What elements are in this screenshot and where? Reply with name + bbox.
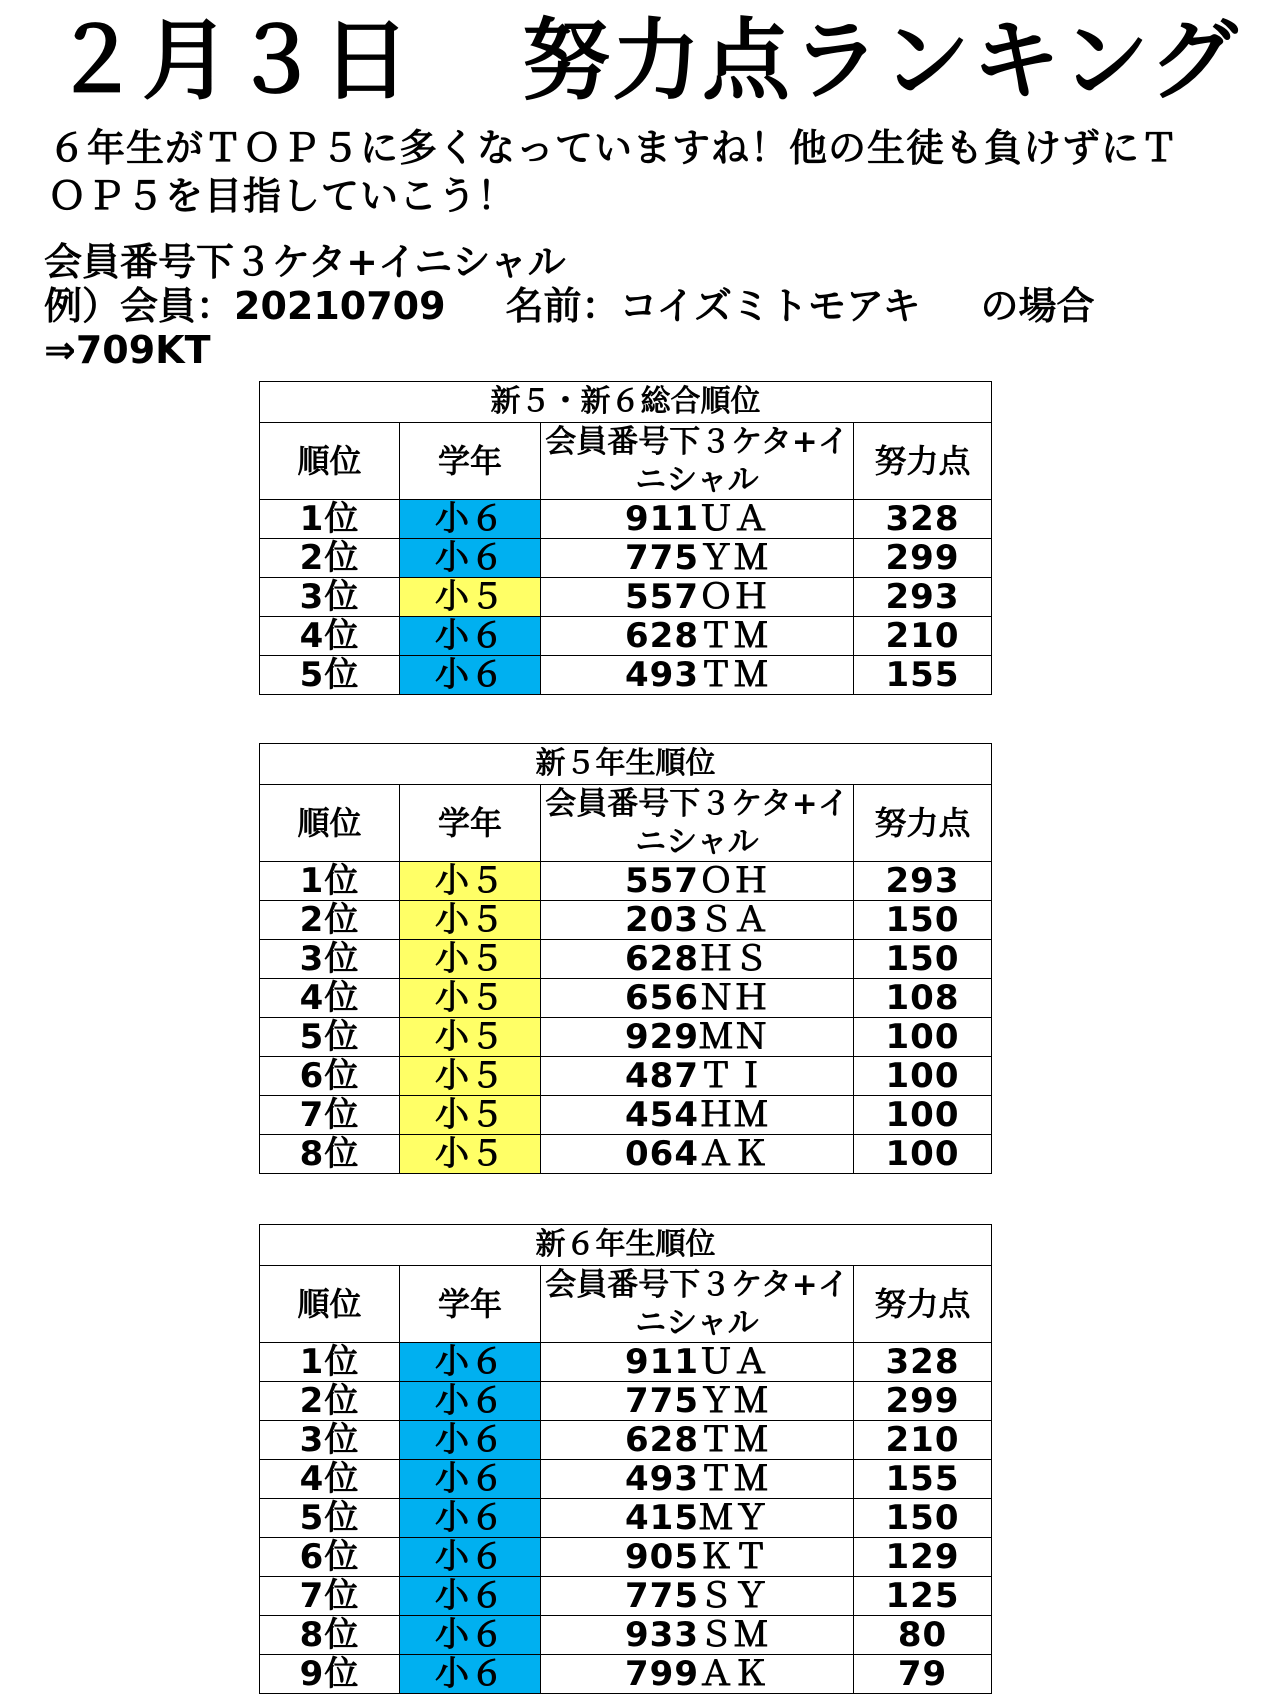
- points-cell: 150: [854, 901, 992, 940]
- table-row: [260, 1538, 992, 1577]
- grade-cell: 小５: [400, 1057, 541, 1096]
- grade-cell: 小６: [400, 539, 541, 578]
- member-id-cell: 454ＨＭ: [541, 1096, 854, 1135]
- table-row: [260, 1135, 992, 1174]
- points-cell: 100: [854, 1057, 992, 1096]
- grade-cell: 小５: [400, 1096, 541, 1135]
- points-cell: 210: [854, 1421, 992, 1460]
- ranking-table-overall: [259, 381, 992, 695]
- grade-cell: 小６: [400, 1382, 541, 1421]
- rank-cell: 5位: [260, 1018, 400, 1057]
- member-id-cell: 775ＳＹ: [541, 1577, 854, 1616]
- rank-cell: 3位: [260, 940, 400, 979]
- table-row: [260, 617, 992, 656]
- header-member-id: 会員番号下３ケタ+イニシャル: [541, 423, 854, 500]
- points-cell: 210: [854, 617, 992, 656]
- table-row: [260, 979, 992, 1018]
- rank-cell: 7位: [260, 1577, 400, 1616]
- member-id-cell: 911ＵＡ: [541, 1343, 854, 1382]
- header-rank: 順位: [260, 423, 400, 500]
- header-member-id: 会員番号下３ケタ+イニシャル: [541, 785, 854, 862]
- points-cell: 155: [854, 1460, 992, 1499]
- table-row: [260, 1616, 992, 1655]
- points-cell: 100: [854, 1135, 992, 1174]
- table-caption: 新５年生順位: [260, 744, 992, 785]
- rank-cell: 9位: [260, 1655, 400, 1694]
- points-cell: 293: [854, 862, 992, 901]
- id-format-note: [44, 240, 1244, 372]
- table-row: [260, 1577, 992, 1616]
- note-example-member: 例）会員：20210709: [44, 284, 446, 328]
- header-grade: 学年: [400, 785, 541, 862]
- rank-cell: 4位: [260, 1460, 400, 1499]
- member-id-cell: 911ＵＡ: [541, 500, 854, 539]
- page-title: [52, 6, 1239, 116]
- points-cell: 293: [854, 578, 992, 617]
- points-cell: 125: [854, 1577, 992, 1616]
- points-cell: 80: [854, 1616, 992, 1655]
- table-row: [260, 1096, 992, 1135]
- grade-cell: 小６: [400, 1343, 541, 1382]
- grade-cell: 小５: [400, 940, 541, 979]
- member-id-cell: 628ＴＭ: [541, 617, 854, 656]
- grade-cell: 小５: [400, 862, 541, 901]
- note-example-case: の場合: [980, 284, 1095, 328]
- member-id-cell: 775ＹＭ: [541, 539, 854, 578]
- rank-cell: 8位: [260, 1616, 400, 1655]
- member-id-cell: 557ＯＨ: [541, 578, 854, 617]
- member-id-cell: 493ＴＭ: [541, 1460, 854, 1499]
- points-cell: 299: [854, 1382, 992, 1421]
- header-member-id: 会員番号下３ケタ+イニシャル: [541, 1266, 854, 1343]
- rank-cell: 6位: [260, 1538, 400, 1577]
- rank-cell: 5位: [260, 656, 400, 695]
- rank-cell: 1位: [260, 862, 400, 901]
- table-caption: 新６年生順位: [260, 1225, 992, 1266]
- grade-cell: 小５: [400, 578, 541, 617]
- rank-cell: 1位: [260, 1343, 400, 1382]
- grade-cell: 小６: [400, 1577, 541, 1616]
- points-cell: 155: [854, 656, 992, 695]
- grade-cell: 小６: [400, 1421, 541, 1460]
- grade-cell: 小６: [400, 1499, 541, 1538]
- grade-cell: 小６: [400, 500, 541, 539]
- table-row: [260, 940, 992, 979]
- rank-cell: 2位: [260, 539, 400, 578]
- grade-cell: 小５: [400, 979, 541, 1018]
- points-cell: 150: [854, 1499, 992, 1538]
- table-row: [260, 1057, 992, 1096]
- table-row: [260, 578, 992, 617]
- member-id-cell: 487ＴＩ: [541, 1057, 854, 1096]
- rank-cell: 4位: [260, 979, 400, 1018]
- grade-cell: 小６: [400, 1655, 541, 1694]
- grade-cell: 小６: [400, 656, 541, 695]
- table-row: [260, 539, 992, 578]
- rank-cell: 7位: [260, 1096, 400, 1135]
- note-line-example: [44, 284, 1244, 328]
- points-cell: 100: [854, 1018, 992, 1057]
- points-cell: 328: [854, 500, 992, 539]
- grade-cell: 小５: [400, 1135, 541, 1174]
- table-row: [260, 1343, 992, 1382]
- member-id-cell: 064ＡＫ: [541, 1135, 854, 1174]
- table-row: [260, 901, 992, 940]
- rank-cell: 1位: [260, 500, 400, 539]
- member-id-cell: 628ＴＭ: [541, 1421, 854, 1460]
- header-points: 努力点: [854, 423, 992, 500]
- title-date: ２月３日: [52, 9, 413, 112]
- grade-cell: 小６: [400, 1460, 541, 1499]
- member-id-cell: 799ＡＫ: [541, 1655, 854, 1694]
- header-points: 努力点: [854, 785, 992, 862]
- table-row: [260, 1421, 992, 1460]
- points-cell: 108: [854, 979, 992, 1018]
- header-rank: 順位: [260, 1266, 400, 1343]
- rank-cell: 2位: [260, 1382, 400, 1421]
- rank-cell: 6位: [260, 1057, 400, 1096]
- member-id-cell: 775ＹＭ: [541, 1382, 854, 1421]
- header-grade: 学年: [400, 1266, 541, 1343]
- grade-cell: 小６: [400, 617, 541, 656]
- member-id-cell: 628ＨＳ: [541, 940, 854, 979]
- points-cell: 299: [854, 539, 992, 578]
- grade-cell: 小６: [400, 1538, 541, 1577]
- member-id-cell: 203ＳＡ: [541, 901, 854, 940]
- note-line-result: ⇒709KT: [44, 328, 211, 372]
- header-rank: 順位: [260, 785, 400, 862]
- member-id-cell: 933ＳＭ: [541, 1616, 854, 1655]
- rank-cell: 4位: [260, 617, 400, 656]
- points-cell: 100: [854, 1096, 992, 1135]
- rank-cell: 3位: [260, 578, 400, 617]
- rank-cell: 3位: [260, 1421, 400, 1460]
- grade-cell: 小５: [400, 901, 541, 940]
- table-row: [260, 656, 992, 695]
- table-row: [260, 500, 992, 539]
- intro-message: ６年生がＴＯＰ５に多くなっていますね！他の生徒も負けずにＴＯＰ５を目指していこう！: [48, 126, 1180, 218]
- note-line-format: 会員番号下３ケタ+イニシャル: [44, 240, 566, 284]
- points-cell: 328: [854, 1343, 992, 1382]
- points-cell: 150: [854, 940, 992, 979]
- header-grade: 学年: [400, 423, 541, 500]
- table-caption: 新５・新６総合順位: [260, 382, 992, 423]
- rank-cell: 5位: [260, 1499, 400, 1538]
- member-id-cell: 415ＭＹ: [541, 1499, 854, 1538]
- table-row: [260, 1460, 992, 1499]
- member-id-cell: 493ＴＭ: [541, 656, 854, 695]
- points-cell: 129: [854, 1538, 992, 1577]
- rank-cell: 2位: [260, 901, 400, 940]
- member-id-cell: 905ＫＴ: [541, 1538, 854, 1577]
- table-row: [260, 1655, 992, 1694]
- grade-cell: 小６: [400, 1616, 541, 1655]
- points-cell: 79: [854, 1655, 992, 1694]
- rank-cell: 8位: [260, 1135, 400, 1174]
- table-row: [260, 1018, 992, 1057]
- member-id-cell: 656ＮＨ: [541, 979, 854, 1018]
- header-points: 努力点: [854, 1266, 992, 1343]
- ranking-table-grade6: [259, 1224, 992, 1694]
- title-heading: 努力点ランキング: [522, 9, 1240, 112]
- table-row: [260, 862, 992, 901]
- ranking-table-grade5: [259, 743, 992, 1174]
- table-row: [260, 1382, 992, 1421]
- table-row: [260, 1499, 992, 1538]
- member-id-cell: 557ＯＨ: [541, 862, 854, 901]
- grade-cell: 小５: [400, 1018, 541, 1057]
- member-id-cell: 929ＭＮ: [541, 1018, 854, 1057]
- note-example-name: 名前：コイズミトモアキ: [505, 284, 921, 328]
